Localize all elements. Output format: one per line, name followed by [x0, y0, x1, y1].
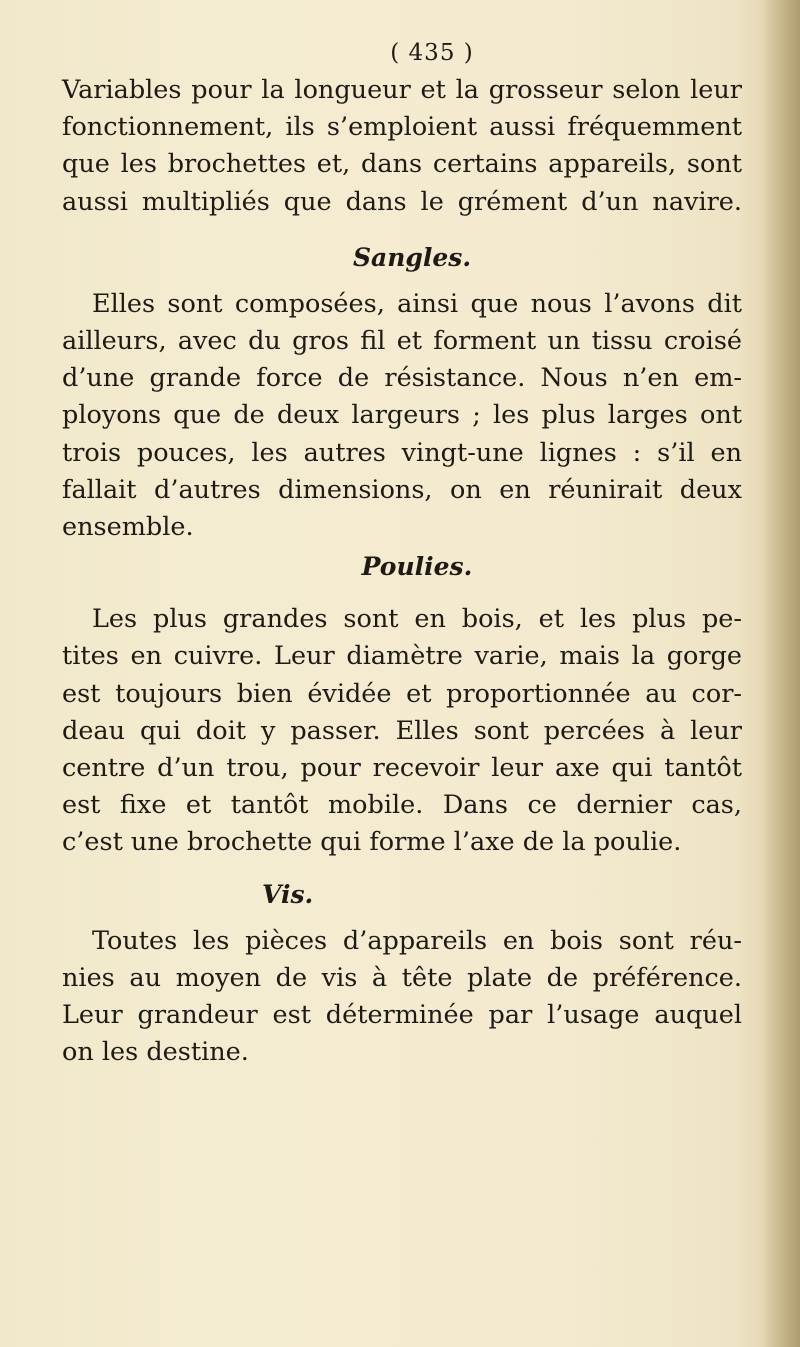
text-line: Leur grandeur est déterminée par l’usage auquel	[62, 1000, 742, 1031]
text-line: Les plus grandes sont en bois, et les plus pe-	[92, 604, 742, 635]
text-line: que les brochettes et, dans certains appareils, sont	[62, 149, 742, 180]
text-line: fonctionnement, ils s’emploient aussi fréquemment	[62, 112, 742, 143]
text-line: nies au moyen de vis à tête plate de préférence.	[62, 962, 742, 993]
text-line: centre d’un trou, pour recevoir leur axe qui tantôt	[62, 753, 742, 784]
text-line: deau qui doit y passer. Elles sont percées à leur	[62, 715, 742, 746]
text-line: trois pouces, les autres vingt-une lignes : s’il en	[62, 437, 742, 468]
text-line: ensemble.	[62, 512, 194, 543]
page-number: ( 435 )	[390, 40, 474, 66]
vis-paragraph	[62, 923, 742, 1072]
section-heading-poulies: Poulies.	[361, 552, 473, 582]
text-line: est toujours bien évidée et proportionnée au cor-	[62, 678, 742, 709]
text-line: on les destine.	[62, 1037, 249, 1068]
text-line: est fixe et tantôt mobile. Dans ce dernier cas,	[62, 790, 742, 821]
poulies-paragraph	[62, 601, 742, 861]
text-line: tites en cuivre. Leur diamètre varie, mais la gorge	[62, 641, 742, 672]
text-line: Variables pour la longueur et la grosseur selon leur	[62, 75, 742, 105]
section-heading-sangles: Sangles.	[352, 242, 472, 272]
text-line: Elles sont composées, ainsi que nous l’avons dit	[92, 288, 742, 319]
intro-paragraph	[62, 72, 742, 221]
text-line: d’une grande force de résistance. Nous n’en em-	[62, 363, 742, 394]
text-line: ployons que de deux largeurs ; les plus larges ont	[62, 400, 742, 431]
page-text	[62, 40, 742, 1071]
text-line: c’est une brochette qui forme l’axe de la poulie.	[62, 827, 682, 858]
text-line: ailleurs, avec du gros fil et forment un tissu croisé	[62, 326, 742, 357]
text-line: fallait d’autres dimensions, on en réunirait deux	[62, 474, 742, 505]
page-gutter-shadow	[762, 0, 800, 1347]
section-heading-vis: Vis.	[262, 879, 314, 909]
text-line: Toutes les pièces d’appareils en bois sont réu-	[92, 925, 742, 956]
text-line: aussi multipliés que dans le grément d’un navire.	[62, 186, 742, 217]
sangles-paragraph	[62, 286, 742, 546]
